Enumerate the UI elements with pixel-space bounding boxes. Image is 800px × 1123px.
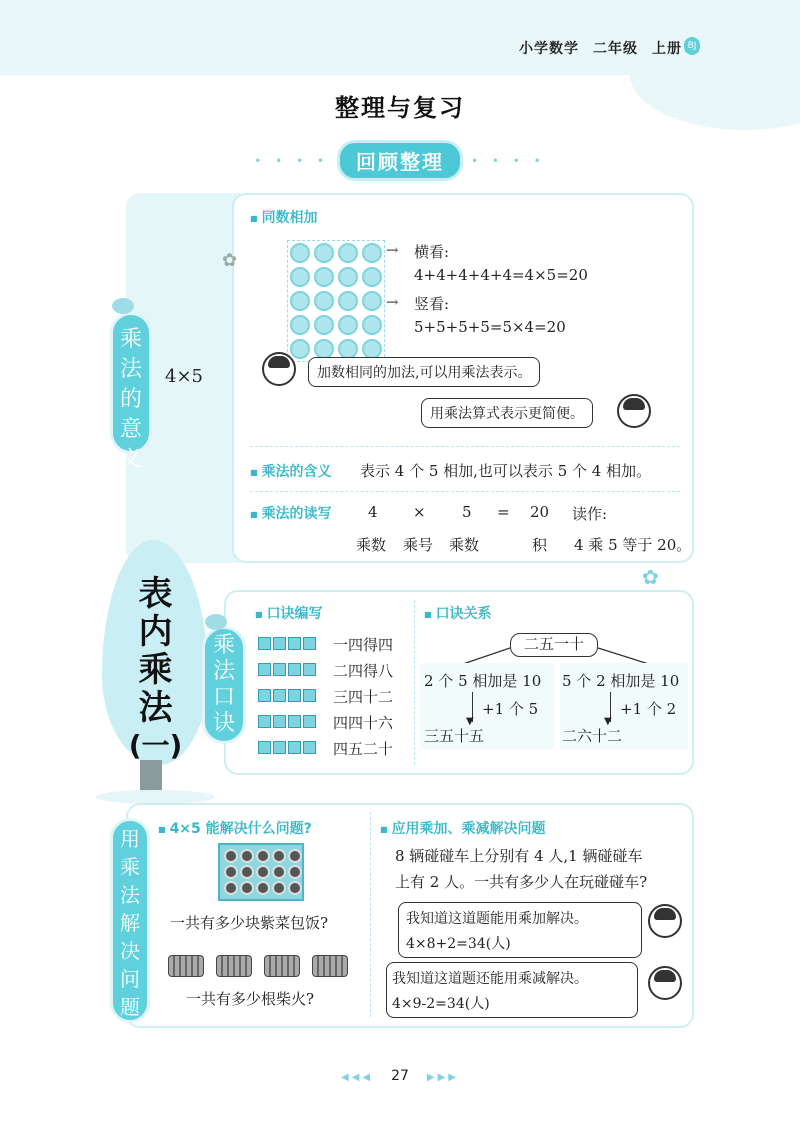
divider-vertical-2: [370, 812, 371, 1017]
rw-term-3: 5: [462, 503, 472, 521]
problem-line-2: 上有 2 人。一共有多少人在玩碰碰车?: [395, 873, 648, 891]
blocks-row-3: [258, 689, 316, 702]
rw-name-2: 乘号: [403, 536, 434, 554]
blocks-row-2: [258, 663, 316, 676]
divider-2: [250, 491, 680, 492]
rw-name-1: 乘数: [356, 536, 387, 554]
rw-term-1: 4: [368, 503, 378, 521]
rw-name-4: 积: [532, 536, 548, 554]
question-2: 一共有多少根柴火?: [186, 990, 315, 1008]
left-arrow-head-icon: ▼: [466, 716, 474, 727]
rhyme-1: 一四得四: [333, 636, 394, 654]
top-rhyme-box: 二五一十: [510, 633, 598, 657]
rw-term-2: ×: [413, 503, 426, 521]
blocks-row-1: [258, 637, 316, 650]
vertical-label: 竖看:: [414, 295, 450, 313]
left-plus: +1 个 5: [482, 700, 539, 718]
blocks-row-5: [258, 741, 316, 754]
subject-label: 小学数学: [519, 41, 579, 57]
meaning-label: 乘 法 的 意 义: [110, 312, 152, 454]
same-addend-heading: ■ 同数相加: [250, 207, 318, 227]
question-1: 一共有多少块紫菜包饭?: [170, 914, 329, 932]
problem-line-1: 8 辆碰碰车上分别有 4 人,1 辆碰碰车: [395, 847, 643, 865]
speech-bubble-1: 加数相同的加法,可以用乘法表示。: [308, 357, 540, 387]
rhyme-3: 三四十二: [333, 688, 394, 706]
right-plus: +1 个 2: [620, 700, 677, 718]
read-write-heading: ■ 乘法的读写: [250, 503, 332, 523]
blocks-row-4: [258, 715, 316, 728]
girl-avatar-icon-2: [648, 966, 682, 1000]
firewood-bundle-icon-4: [312, 955, 348, 977]
section-header: [0, 140, 800, 181]
solve-label: 用 乘 法 解 决 问 题: [110, 818, 150, 1023]
bird-icon: [112, 298, 134, 314]
horizontal-label: 横看:: [414, 243, 450, 261]
boy-avatar-icon-2: [648, 904, 682, 938]
right-dots-icon: • • • •: [471, 153, 546, 168]
meaning-text: 表示 4 个 5 相加,也可以表示 5 个 4 相加。: [360, 462, 652, 480]
grade-label: 二年级: [593, 41, 638, 57]
right-arrows-icon: ▶▶▶: [426, 1072, 459, 1083]
formula-label: 乘 法 口 诀: [202, 626, 246, 744]
bubble-a-text: 我知道这道题能用乘加解决。: [406, 911, 588, 927]
right-result: 二六十二: [562, 727, 623, 745]
firewood-bundle-icon-3: [264, 955, 300, 977]
rhyme-write-heading: ■ 口诀编写: [255, 603, 323, 623]
boy-avatar-icon: [617, 394, 651, 428]
rw-term-5: 20: [530, 503, 550, 521]
section-pill: 回顾整理: [337, 140, 463, 181]
left-result: 三五十五: [424, 727, 485, 745]
left-line: 2 个 5 相加是 10: [424, 672, 542, 690]
rw-term-4: =: [497, 503, 510, 521]
left-arrows-icon: ◀◀◀: [341, 1072, 374, 1083]
read-text: 4 乘 5 等于 20。: [574, 536, 692, 554]
example-expression: 4×5: [165, 366, 203, 387]
rhyme-2: 二四得八: [333, 662, 394, 680]
butterfly-icon: ✿: [222, 250, 238, 271]
divider-1: [250, 446, 680, 447]
footer: [0, 1068, 800, 1084]
equation-b: 4×9-2=34(人): [392, 996, 490, 1012]
arrow-right-icon: →: [386, 241, 399, 259]
unit-title: 表 内 乘 法 (一): [128, 574, 183, 762]
header-info: [505, 38, 682, 58]
girl-avatar-icon: [262, 352, 296, 386]
right-line: 5 个 2 相加是 10: [562, 672, 680, 690]
firewood-bundle-icon-2: [216, 955, 252, 977]
dot-array-4x5: [287, 240, 385, 362]
volume-label: 上册: [652, 41, 682, 57]
horizontal-equation: 4+4+4+4+4=4×5=20: [414, 266, 588, 284]
firewood-bundle-icon-1: [168, 955, 204, 977]
divider-vertical: [414, 600, 415, 765]
rice-roll-tray-icon: [218, 843, 304, 901]
arrow-right-icon-2: →: [386, 293, 399, 311]
bird-icon-2: [205, 614, 227, 630]
butterfly-icon-2: ✿: [642, 565, 659, 589]
ground-shadow: [95, 790, 215, 804]
rhyme-relation-heading: ■ 口诀关系: [424, 603, 492, 623]
read-label: 读作:: [572, 505, 608, 523]
equation-a: 4×8+2=34(人): [406, 936, 511, 952]
bubble-b-text: 我知道这道题还能用乘减解决。: [392, 971, 588, 987]
edition-badge: BJ: [684, 37, 700, 55]
speech-bubble-2: 用乘法算式表示更简便。: [421, 398, 593, 428]
application-heading: ■ 应用乘加、乘减解决问题: [380, 818, 546, 838]
question-heading: ■ 4×5 能解决什么问题?: [158, 818, 312, 838]
left-dots-icon: • • • •: [254, 153, 329, 168]
rw-name-3: 乘数: [449, 536, 480, 554]
meaning-heading: ■ 乘法的含义: [250, 461, 332, 481]
page-title: 整理与复习: [335, 94, 465, 122]
right-arrow-head-icon: ▼: [604, 716, 612, 727]
page-number: 27: [391, 1068, 409, 1084]
rhyme-4: 四四十六: [333, 714, 394, 732]
rhyme-5: 四五二十: [333, 740, 394, 758]
vertical-equation: 5+5+5+5=5×4=20: [414, 318, 566, 336]
